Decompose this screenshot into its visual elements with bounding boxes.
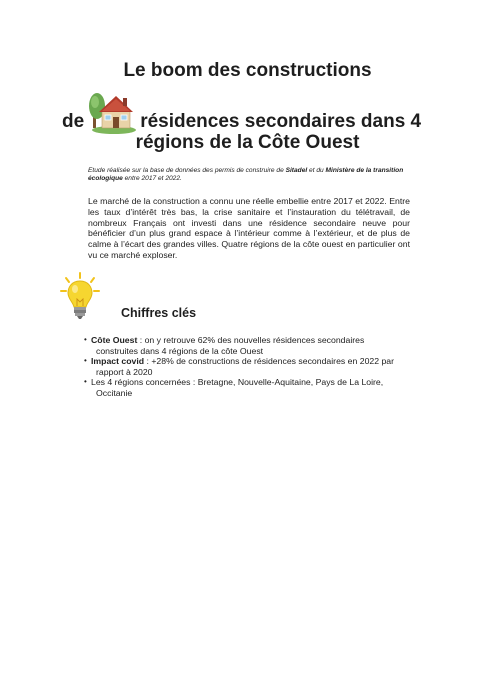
item-text-continuation: rapport à 2020 — [96, 366, 153, 377]
source-text-2: et du — [307, 167, 326, 174]
item-text: Les 4 régions concernées : Bretagne, Nouvelle-Aquitaine, Pays de La Loire, — [91, 377, 384, 387]
item-label: Côte Ouest — [91, 335, 138, 345]
key-figures-list — [84, 335, 414, 398]
lightbulb-icon — [60, 272, 100, 324]
title-prefix: de — [62, 111, 85, 132]
bullet-icon: • — [84, 335, 87, 344]
source-ministere: Ministère de la transition écologique — [88, 167, 404, 183]
page-title-line-1: Le boom des constructions — [123, 60, 372, 81]
source-sitadel: Sitadel — [285, 167, 308, 174]
key-figures-title: Chiffres clés — [121, 306, 197, 320]
title-suffix: résidences secondaires dans 4 — [140, 111, 422, 132]
source-note — [88, 167, 428, 184]
item-text-continuation: Occitanie — [96, 387, 133, 398]
intro-paragraph: Le marché de la construction a connu une réelle embellie entre 2017 et 2022. Entre les taux d’intérêt très bas, la crise sanitaire et l’instauration du télétravail, de nombreux Français ont investi dans une résidence secondaire neuve pour bénéficier d’un plus grand espace à l’intérieur comme à l’extérieur, et de plus de calme à l’écart des grandes villes. Quatre régions de la côte ouest en particulier ont vu ce marché exploser. — [88, 196, 410, 260]
house-icon — [88, 84, 136, 136]
item-text: : +28% de constructions de résidences secondaires en 2022 par — [144, 356, 395, 366]
item-label: Impact covid — [91, 356, 145, 366]
item-text: : on y retrouve 62% des nouvelles résidences secondaires — [137, 335, 365, 345]
list-item — [84, 335, 414, 356]
bullet-icon: • — [84, 356, 87, 365]
source-text-1: Etude réalisée sur la base de données des permis de construire de — [88, 167, 286, 174]
source-text-3: entre 2017 et 2022. — [122, 175, 182, 183]
page-title-line-3: régions de la Côte Ouest — [135, 132, 360, 153]
bullet-icon: • — [84, 377, 87, 386]
item-text-continuation: construites dans 4 régions de la côte Ouest — [96, 345, 264, 356]
list-item — [84, 377, 414, 398]
list-item — [84, 356, 414, 377]
